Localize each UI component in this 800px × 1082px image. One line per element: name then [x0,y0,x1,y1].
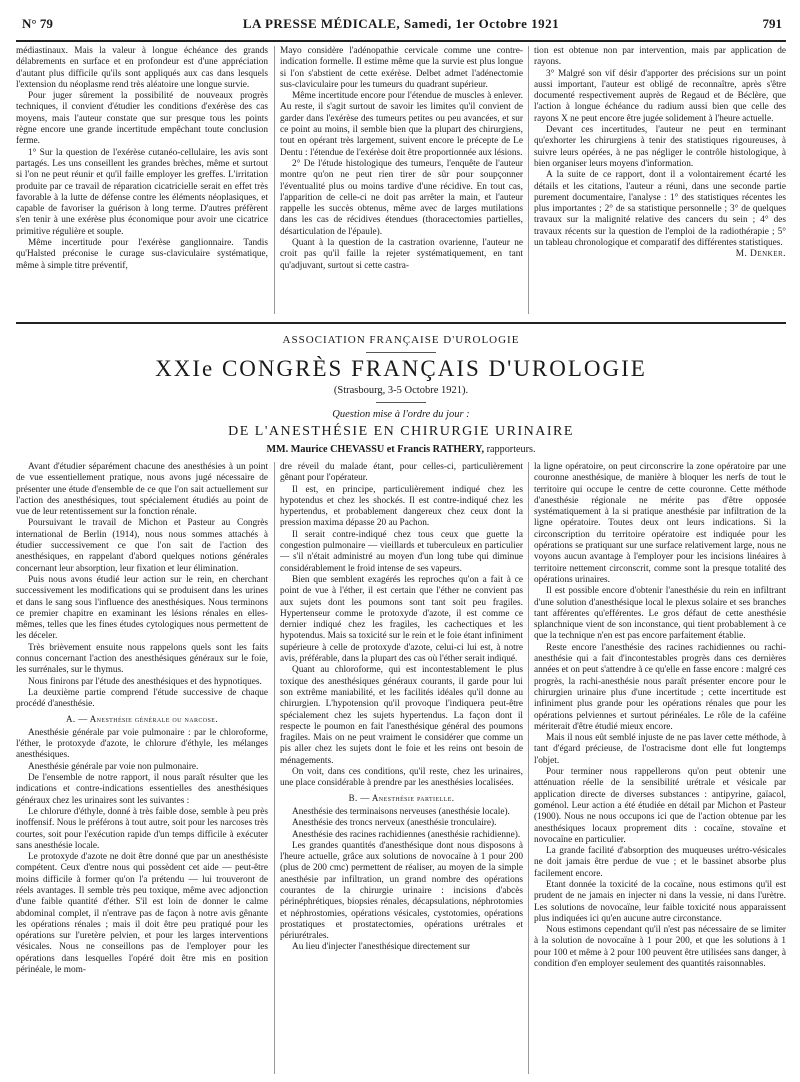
paragraph: Bien que semblent exagérés les reproches qu'on a fait à ce point de vue à l'éther, il est certain que l'éther ne convient pas aux sujets dont les poumons sont tant soit peu fragiles. Hypertenseur comme le protoxyde d'azote, il est comme ce dernier indiqué chez les fragiles, les cachectiques et les hypotendus. Mais sa toxicité sur le rein et le foie étant infiniment supérieure à celle de protoxyde d'azote, celui-ci lui est, à notre avis, préférable, dans la plupart des cas où l'éther serait indiqué. [280,574,523,665]
paragraph: Mayo considère l'adénopathie cervicale comme une contre-indication formelle. Il estime même que la survie est plus longue si l'on s'abstient de cette exérèse. Delbet admet l'adénectomie sus-claviculaire pour les tumeurs du quadrant supérieur. [280,46,523,90]
journal-page [16,0,786,1082]
running-title: LA PRESSE MÉDICALE, Samedi, 1er Octobre 1921 [242,16,560,31]
paragraph: Les grandes quantités d'anesthésique dont nous disposons à l'heure actuelle, grâce aux solutions de novocaïne à 1 pour 200 (plus de 200 cmc) permettent de réaliser, au moyen de la simple anesthésie par infiltration, un grand nombre des opérations courantes de la chirurgie urinaire : incisions d'abcès périnéphrétiques, biopsies rénales, décapsulations, néphrotomies et néphrostomies, opérations vésicales, cystotomies, opérations prostatiques et prostatectomies, opérations urétrales et périurétrales. [280,840,523,942]
paragraph: Poursuivant le travail de Michon et Pasteur au Congrès international de Berlin (1914), nous nous sommes attachés à étudier successivement ce que l'on sait de l'action des anesthésiques, en rappelant d'abord quelques notions générales concernant leur absorption, leur fixation et leur élimination. [16,518,268,574]
paragraph: Même incertitude encore pour l'étendue de muscles à enlever. Au reste, il s'agit surtout de savoir les limites qu'il convient de garder dans l'exérèse des tumeurs petites ou peu avancées, et sur ce point au moins, il semble bien que la plupart des chirurgiens, tout en opérant très largement, suivent encore le précepte de Le Dentu : l'étendue de l'exérèse doit être proportionnée aux lésions. [280,91,523,158]
paragraph: 1° Sur la question de l'exérèse cutanéo-cellulaire, les avis sont partagés. Les uns conseillent les grandes brèches, même et surtout si l'on ne peut réunir et qu'il faille employer les greffes. L'irritation produite par ce travail de réparation cicatricielle serait en effet très favorable à la lutte de défense contre les éléments néoplasiques, et capable de favoriser la guérison à long terme. D'autres préfèrent s'en tenir à une exérèse plus économique pour avoir une cicatrice primitive régulière et souple. [16,147,268,237]
paragraph: Mais il nous eût semblé injuste de ne pas laver cette méthode, à tant d'égard précieuse, de l'ostracisme dont elle fut longtemps l'objet. [534,733,786,766]
association-title: ASSOCIATION FRANÇAISE D'UROLOGIE [282,334,520,346]
paragraph: Nous finirons par l'étude des anesthésiques et des hypnotiques. [28,676,262,687]
paragraph: Il est, en principe, particulièrement indiqué chez les hypotendus et chez les shockés. Il est contre-indiqué chez les hypertendus, et probablement dangereux chez ceux dont la pression maxima dépasse 20 au Pachon. [280,484,523,529]
paragraph: Il serait contre-indiqué chez tous ceux que guette la congestion pulmonaire — vieillards et tuberculeux en particulier — s'il n'était administré au moyen d'un long tube qui diminue considérablement le froid intense de ses vapeurs. [280,529,523,574]
paragraph: Le chlorure d'éthyle, donné à très faible dose, semble à peu près inoffensif. Nous le préférons à tout autre, soit pour les narcoses très courtes, soit pour l'exécution rapide d'un temps difficile à exécuter sans anesthésie locale. [16,806,268,851]
paragraph: Le protoxyde d'azote ne doit être donné que par un anesthésiste compétent. Ceux d'entre nous qui possèdent cet aide — peut-être moins difficile à former qu'on l'a prétendu — lui trouveront de réels avantages. Il semble très peu toxique, même avec adjonction d'une faible quantité d'éther. S'il est loin de donner le calme abdominal complet, il n'entrave pas de façon à notre avis gênante les opérations rénales ; mais il doit être peu pratiqué pour les opérations sur l'uretère pelvien, et pour les larges interventions vésicales. Nous ne conseillons pas de l'employer pour les opérations dans lesquelles l'opéré doit être mis en position périnéale, le mom- [16,852,268,976]
paragraph: Il est possible encore d'obtenir l'anesthésie du rein en infiltrant d'une solution d'anesthésique local le plexus solaire et ses branches tant afférentes qu'efférentes. Le gros défaut de cette anesthésie splanchnique vient de son inconstance, qui tient probablement à ce que la technique n'en est pas encore parfaitement établie. [534,586,786,642]
paragraph: Anesthésie des troncs nerveux (anesthésie tronculaire). [292,818,497,829]
column-divider [528,46,529,314]
paragraph: De l'ensemble de notre rapport, il nous paraît résulter que les indications et contre-indications essentielles des anesthésiques généraux chez les urinaires sont les suivantes : [16,773,268,806]
short-rule [366,352,436,353]
paragraph: la ligne opératoire, on peut circonscrire la zone opératoire par une couronne anesthésique, de manière à bloquer les nerfs de tout le territoire qui occupe le centre de cette couronne. Cette méthode d'anesthésie régionale ne mérite pas d'être opposée systématiquement à la si pratique anesthésie par infiltration de la ligne opératoire. Toutes deux ont leurs indications. Si la circonscription du territoire opératoire est indiquée pour les opérations se pratiquant sur une surface relativement large, nous ne voyons aucun avantage à l'employer pour les incisions linéaires à territoire nettement circonscrit, comme sont la presque totalité des opérations urinaires. [534,462,786,585]
top-column-1 [16,46,268,314]
paragraph: Même incertitude pour l'exérèse ganglionnaire. Tandis qu'Halsted préconise le curage sus-claviculaire systématique, même à simple titre préventif, [16,238,268,271]
paragraph: Pour terminer nous rappellerons qu'on peut obtenir une atténuation réelle de la sensibilité urétrale et vésicale par application directe de diverses substances : antipyrine, gaïacol, goménol. Leur action a été étudiée en détail par Michon et Pasteur (1900). Nous ne nous occupons ici que de l'action obtenue par les anesthésiques locaux proprement dits : cocaïne, stovaïne et novocaïne en particulier. [534,767,786,845]
column-divider [274,462,275,1074]
paragraph: Reste encore l'anesthésie des racines rachidiennes ou rachi-anesthésie qui a fait d'incontestables progrès dans ces dernières années et on peut s'attendre à ce qu'elle en fasse encore : malgré ces progrès, la rachi-anesthésie nous paraît présenter encore pour le chirurgien urinaire plus d'une incertitude ; cette incertitude est infiniment plus grande pour les opérations rénales que pour les opérations pelviennes et surtout périnéales. Le rôle de la caféine mériterait d'être étudié mieux encore. [534,642,786,732]
paragraph: La grande facilité d'absorption des muqueuses urétro-vésicales ne doit jamais être perdue de vue ; et le bassinet absorbe plus facilement encore. [534,846,786,879]
congress-place-date: (Strasbourg, 3-5 Octobre 1921). [333,385,469,396]
column-divider [528,462,529,1074]
question-label: Question mise à l'ordre du jour : [332,409,470,420]
bottom-column-2 [280,462,523,1074]
header-rule [16,40,786,42]
paragraph: médiastinaux. Mais la valeur à longue échéance des grands délabrements en surface et en profondeur est d'une appréciation d'autant plus difficile qu'ils sont appliqués aux cas dans lesquels l'extension du néoplasme rend très aléatoire une longue survie. [16,46,268,90]
bottom-column-3 [534,462,786,1074]
signature: M. Denker. [735,249,786,260]
paragraph: tion est obtenue non par intervention, mais par application de rayons. [534,46,786,68]
congress-title: XXIe CONGRÈS FRANÇAIS D'UROLOGIE [155,356,647,381]
bottom-column-1 [16,462,268,1074]
paragraph: 3° Malgré son vif désir d'apporter des précisions sur un point aussi important, l'auteur est obligé de reconnaître, après s'être documenté respectivement auprès de Regaud et de Béclère, que l'action à longue échéance du radium aussi bien que celle des rayons X ne peut encore être jugée solidement à l'heure actuelle. [534,68,786,124]
paragraph: Pour juger sûrement la possibilité de nouveaux progrès techniques, il convient d'étudier les conditions d'exérèse des cas moyens, mais l'auteur constate que sur presque tous les points règne encore une grande incertitude empêchant toute conclusion ferme. [16,91,268,147]
paragraph: La deuxième partie comprend l'étude successive de chaque procédé d'anesthésie. [16,687,268,710]
report-topic: DE L'ANESTHÉSIE EN CHIRURGIE URINAIRE [228,424,574,439]
paragraph: Etant donnée la toxicité de la cocaïne, nous estimons qu'il est prudent de ne jamais en injecter ni dans la vessie, ni dans l'urètre. Les solutions de novocaïne, leur faible toxicité nous apparaissent plus indiquées ici qu'en aucune autre circonstance. [534,879,786,924]
paragraph: Très brièvement ensuite nous rappelons quels sont les faits connus concernant l'action des anesthésiques généraux sur le foie, les surrénales, sur le thymus. [16,642,268,676]
report-authors [16,444,786,455]
running-header [16,10,786,36]
paragraph: 2° De l'étude histologique des tumeurs, l'enquête de l'auteur montre qu'on ne peut rien tirer de sûr pour soupçonner l'éventualité plus ou moins tardive d'une récidive. En tout cas, l'apparition de celle-ci ne doit pas arrêter la main, et l'auteur rappelle les succès obtenus, même avec de larges mutilations dans les cas de récidives étendues (thoracectomies partielles, désarticulation de l'épaule). [280,158,523,237]
paragraph: Anesthésie générale par voie pulmonaire : par le chloroforme, l'éther, le protoxyde d'azote, le chlorure d'éthyle, les mélanges anesthésiques. [16,727,268,761]
paragraph: A la suite de ce rapport, dont il a volontairement écarté les détails et les citations, l'auteur a réuni, dans une seconde partie purement documentaire, l'analyse : 1° des statistiques récentes les plus importantes ; 2° de sa statistique personnelle ; 3° de quelques travaux sur la malignité relative des cancers du sein ; 4° des travaux récents sur la question de l'emploi de la radiothérapie ; 5° un tableau chronologique et comparatif des différentes statistiques. [534,170,786,249]
paragraph: Anesthésie générale par voie non pulmonaire. [28,761,199,772]
section-heading: B. — Anesthésie partielle. [348,792,455,803]
top-column-3 [534,46,786,314]
paragraph: Nous estimons cependant qu'il n'est pas nécessaire de se limiter à la solution de novocaïne à 1 pour 200, et que les solutions à 1 pour 100 et même à 2 pour 100 peuvent être utilisées sans danger, à condition d'en employer seulement des quantités raisonnables. [534,925,786,970]
paragraph: dre réveil du malade étant, pour celles-ci, particulièrement gênant pour l'opérateur. [280,462,523,484]
section-heading: A. — Anesthésie générale ou narcose. [66,713,218,724]
issue-number: N° 79 [22,16,53,31]
paragraph: Avant d'étudier séparément chacune des anesthésies à un point de vue essentiellement pratique, nous avons jugé nécessaire de présenter une étude d'ensemble de ce que l'on sait actuellement sur l'action des anesthésiques, tout spécialement étudiés au point de vue de leur retentissement sur la fonction rénale. [16,462,268,518]
author-role: rapporteurs. [484,444,536,455]
paragraph: Anesthésie des racines rachidiennes (anesthésie rachidienne). [292,829,521,840]
paragraph: Quant au chloroforme, qui est incontestablement le plus toxique des anesthésiques généraux courants, il garde pour lui son extrême maniabilité, et les facilités idéales qu'il donne au chirurgien. L'hypotension qu'il provoque l'indiquera peut-être spécialement chez les sujets hypertendus. La façon dont il respecte le poumon en fait l'anesthésique général des poumons fragiles. Mais on ne peut vraiment le considérer que comme un pis aller chez les sujets dont le foie et les reins ont besoin de ménagements. [280,665,523,766]
column-divider [274,46,275,314]
section-rule [16,322,786,324]
short-rule [376,402,426,403]
paragraph: Au lieu d'injecter l'anesthésique directement sur [292,942,471,953]
paragraph: Quant à la question de la castration ovarienne, l'auteur ne croit pas qu'il faille la rejeter systématiquement, en tant qu'adjuvant, surtout si cette castra- [280,238,523,271]
paragraph: Puis nous avons étudié leur action sur le rein, en cherchant successivement les modifications qui se produisent dans les urines et dans le sang sous l'influence des anesthésiques. Nous terminons ce premier chapitre en examinant les lésions rénales en elles-mêmes, telles que les fines études cytologiques nous permettent de les déceler. [16,574,268,642]
top-column-2 [280,46,523,314]
author-names: MM. Maurice CHEVASSU et Francis RATHERY, [266,444,485,455]
page-number: 791 [762,16,782,31]
paragraph: Devant ces incertitudes, l'auteur ne peut en terminant qu'exhorter les chirurgiens à tenir des statistiques rigoureuses, à suivre leurs opérées, à ne pas négliger le contrôle histologique, à bien organiser leurs moyens d'information. [534,125,786,169]
paragraph: On voit, dans ces conditions, qu'il reste, chez les urinaires, une place considérable à prendre par les anesthésies localisées. [280,767,523,789]
paragraph: Anesthésie des terminaisons nerveuses (anesthésie locale). [292,806,510,817]
